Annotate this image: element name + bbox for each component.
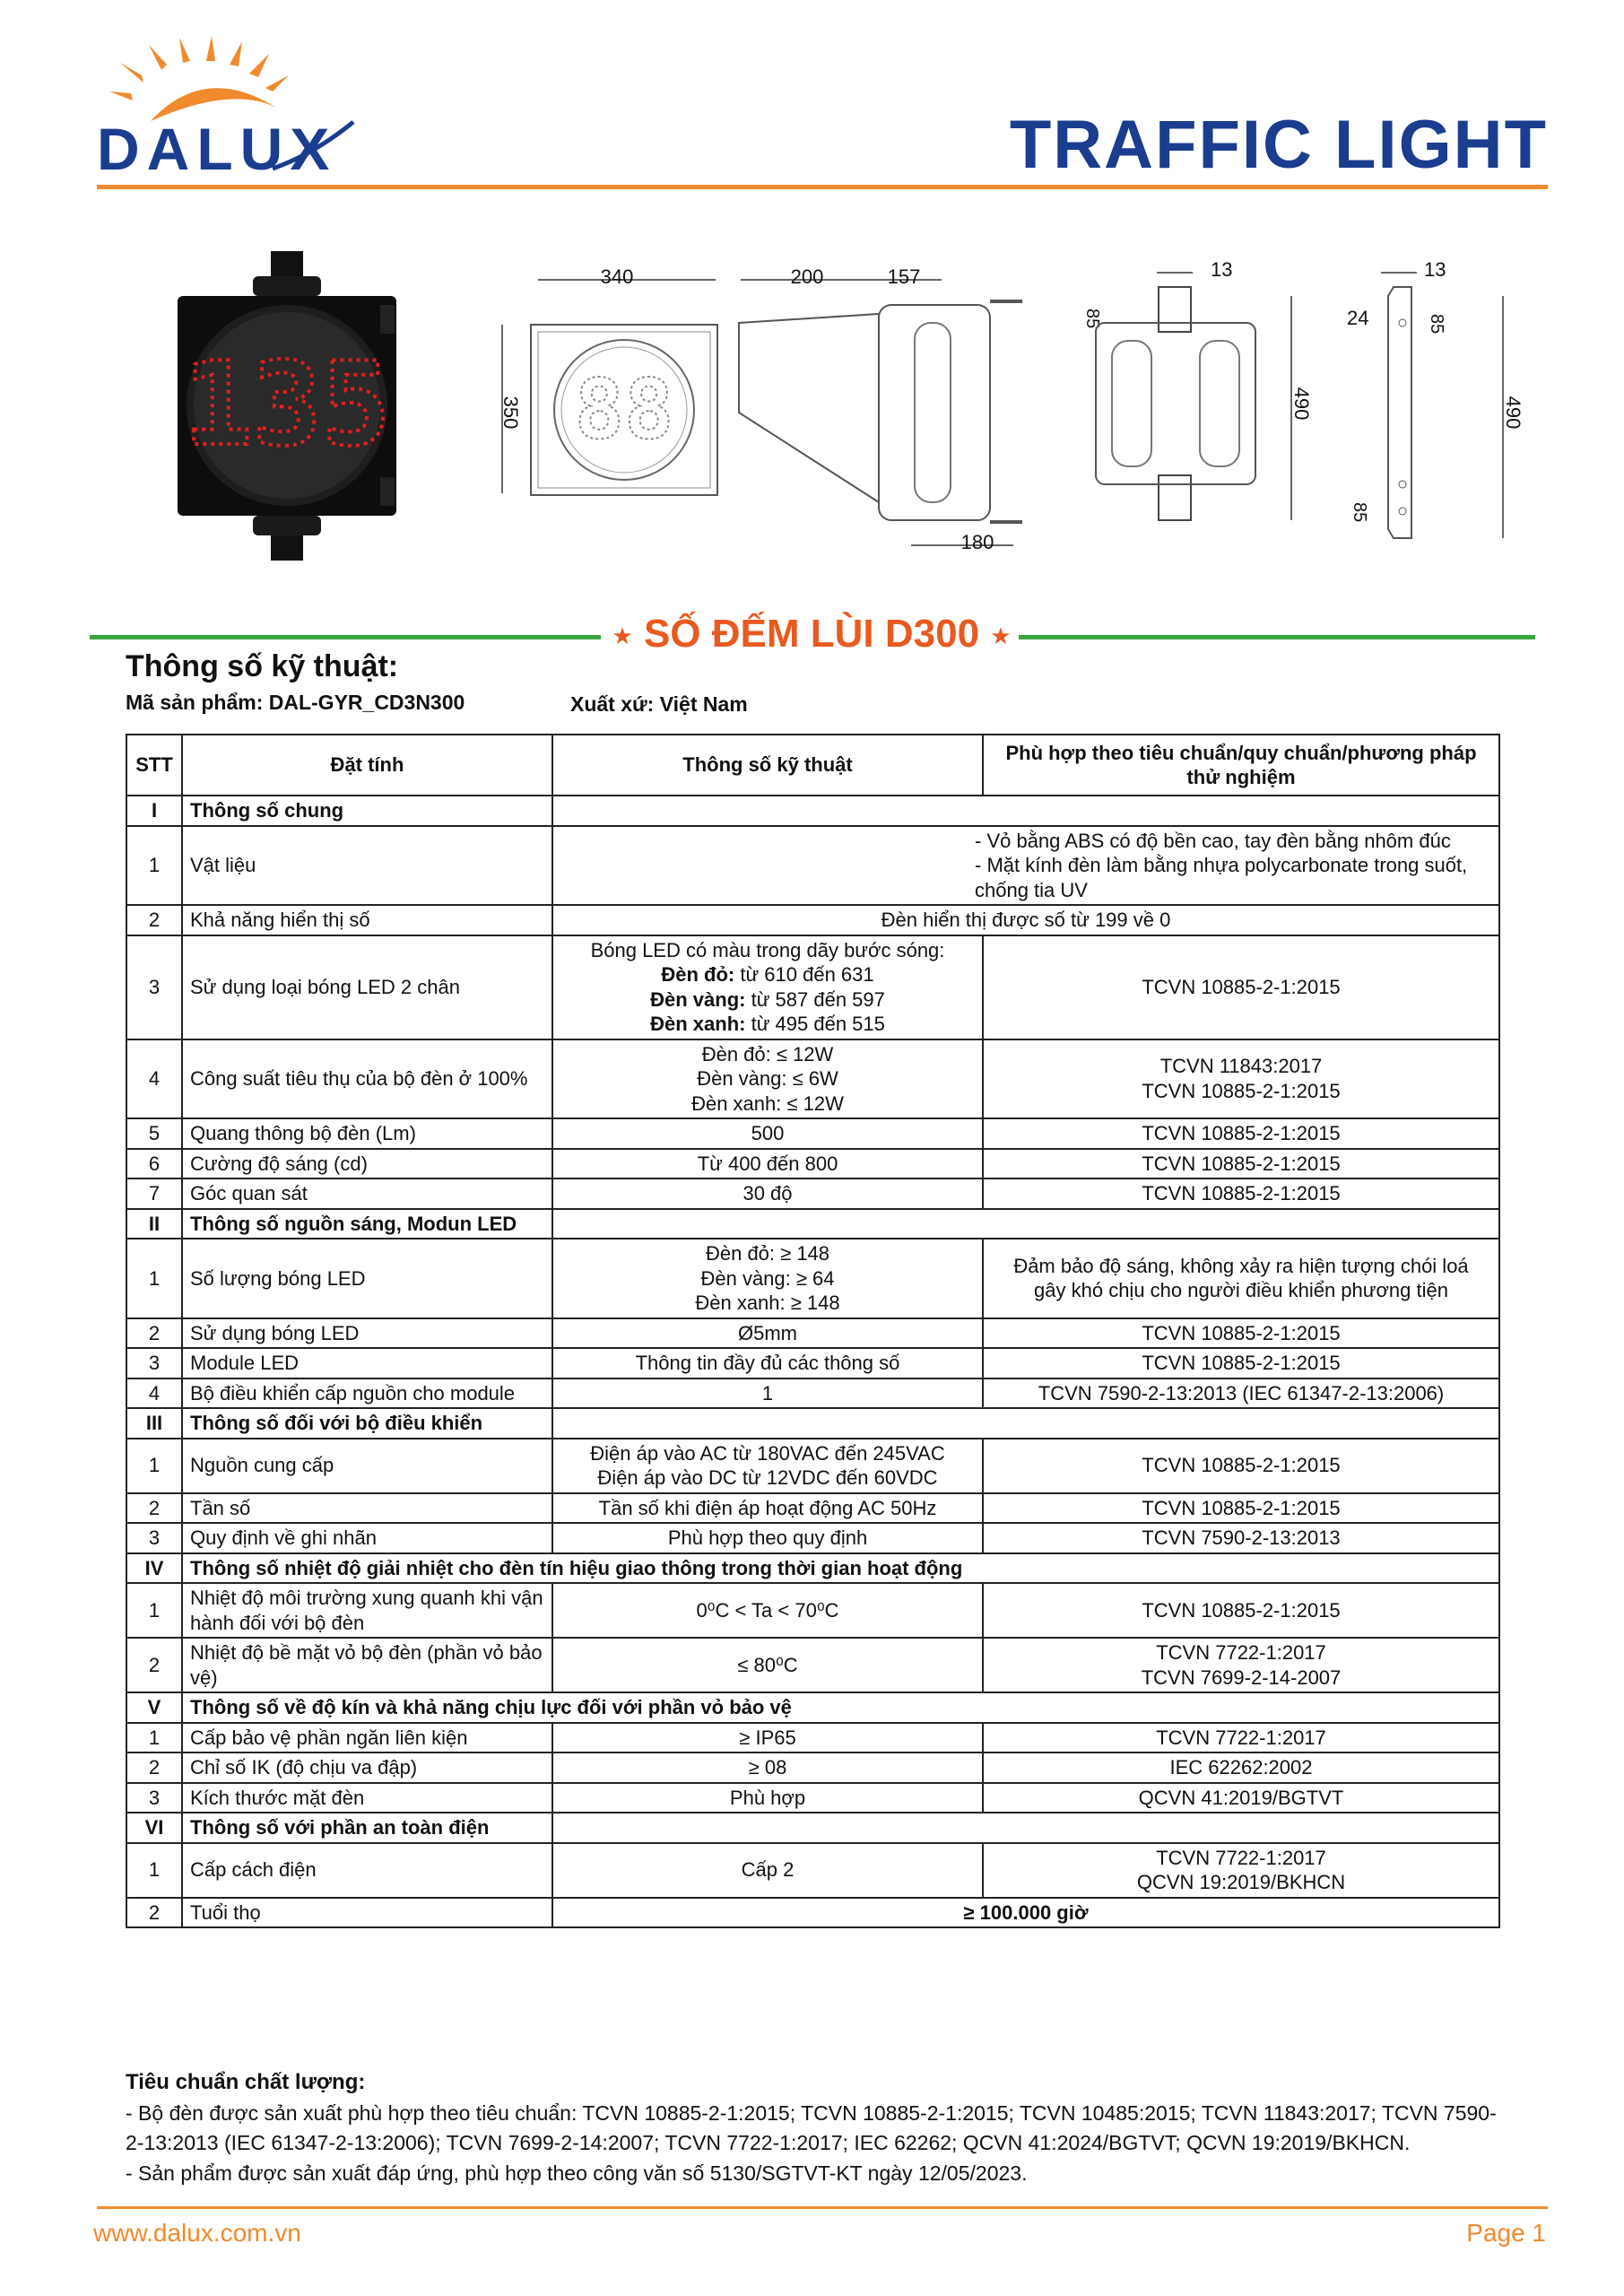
spec-line: Bóng LED có màu trong dãy bước sóng: [590, 938, 945, 961]
row-property: Sử dụng bóng LED [182, 1318, 552, 1349]
row-number: 1 [126, 1583, 182, 1638]
standard-line: QCVN 41:2019/BGTVT [1138, 1786, 1344, 1809]
row-number: 1 [126, 1723, 182, 1753]
standard-line: TCVN 7590-2-13:2013 [1142, 1526, 1341, 1549]
row-number: 1 [126, 1239, 182, 1318]
svg-text:180: 180 [960, 531, 994, 553]
table-row [126, 1783, 1499, 1813]
row-number: 7 [126, 1178, 182, 1209]
star-icon: ★ [990, 622, 1012, 649]
group-title: Thông số nhiệt độ giải nhiệt cho đèn tín hiệu giao thông trong thời gian hoạt động [182, 1553, 1499, 1584]
row-spec [552, 1348, 983, 1378]
group-number: V [126, 1692, 182, 1723]
spec-line: - Vỏ bằng ABS có độ bền cao, tay đèn bằng nhôm đúc [975, 829, 1451, 852]
group-empty-cell [552, 1209, 1499, 1239]
group-empty-cell [552, 1408, 1499, 1439]
row-number: 1 [126, 826, 182, 906]
spec-table [126, 734, 1500, 1928]
svg-text:88: 88 [574, 361, 674, 457]
led-color-label: Đèn vàng: [650, 987, 746, 1011]
quality-body [126, 2099, 1507, 2188]
table-group-row [126, 1553, 1499, 1584]
row-spec [552, 1493, 983, 1524]
group-number: II [126, 1209, 182, 1239]
svg-text:157: 157 [887, 265, 921, 288]
table-group-row [126, 1813, 1499, 1843]
table-row [126, 1583, 1499, 1638]
table-group-row [126, 796, 1499, 826]
svg-text:24: 24 [1347, 307, 1369, 329]
standard-line: TCVN 7722-1:2017 [1156, 1846, 1326, 1869]
spec-line: Đèn đỏ: từ 610 đến 631 [661, 963, 874, 986]
row-property: Kích thước mặt đèn [182, 1783, 552, 1813]
bracket-drawing [1327, 260, 1524, 547]
group-empty-cell [552, 1813, 1499, 1843]
row-number: 5 [126, 1118, 182, 1149]
table-row [126, 1378, 1499, 1409]
row-standard [983, 1439, 1499, 1493]
standard-line: TCVN 10885-2-1:2015 [1142, 1321, 1341, 1344]
star-icon: ★ [612, 622, 633, 649]
standard-line: gây khó chịu cho người điều khiển phương tiện [1034, 1279, 1448, 1302]
table-row [126, 1493, 1499, 1524]
table-row [126, 1898, 1499, 1928]
row-property: Tần số [182, 1493, 552, 1524]
spec-line: Điện áp vào DC từ 12VDC đến 60VDC [597, 1466, 938, 1489]
section-divider-left [90, 635, 601, 639]
svg-text:350: 350 [499, 396, 522, 430]
table-row [126, 1439, 1499, 1493]
spec-line: ≤ 80⁰C [737, 1653, 798, 1676]
row-property: Quang thông bộ đèn (Lm) [182, 1118, 552, 1149]
row-standard [983, 1638, 1499, 1692]
spec-line: 500 [751, 1122, 785, 1144]
quality-line: - Bộ đèn được sản xuất phù hợp theo tiêu chuẩn: TCVN 10885-2-1:2015; TCVN 10885-2-1:2015; TCVN 10485:2015; TCVN 11843:2017; TCVN 7590-2-13:2013 (IEC 61347-2-13:2006); TCVN 7699-2-14:2007; TCVN 7722-1:2017; IEC 62262; QCVN 41:2024/BGTVT; QCVN 19:2019/BKHCN. [126, 2101, 1497, 2155]
specs-heading: Thông số kỹ thuật: [126, 649, 399, 683]
row-property: Quy định về ghi nhãn [182, 1523, 552, 1553]
page-number: Page 1 [1466, 2219, 1546, 2247]
row-spec [552, 1638, 983, 1692]
row-standard [983, 1348, 1499, 1378]
svg-text:13: 13 [1424, 258, 1446, 281]
brand-logo-text: DALUX [97, 116, 337, 182]
table-row [126, 1843, 1499, 1898]
row-spec [552, 1898, 1499, 1928]
row-number: 1 [126, 1439, 182, 1493]
quality-heading: Tiêu chuẩn chất lượng: [126, 2070, 366, 2094]
row-number: 2 [126, 1318, 182, 1349]
row-spec [552, 826, 1499, 906]
logo-swoosh-icon [269, 118, 359, 172]
row-number: 3 [126, 1783, 182, 1813]
row-number: 2 [126, 1638, 182, 1692]
row-property: Cường độ sáng (cd) [182, 1149, 552, 1179]
row-spec [552, 935, 983, 1039]
standard-line: IEC 62262:2002 [1169, 1756, 1313, 1779]
row-standard [983, 1843, 1499, 1898]
standard-line: TCVN 7590-2-13:2013 (IEC 61347-2-13:2006) [1038, 1381, 1445, 1405]
svg-text:13: 13 [1211, 258, 1233, 281]
svg-text:490: 490 [1290, 387, 1313, 421]
section-divider-right [1019, 635, 1535, 639]
spec-line: Tần số khi điện áp hoạt động AC 50Hz [598, 1496, 937, 1519]
led-color-label: Đèn đỏ: [661, 963, 735, 986]
row-standard [983, 1118, 1499, 1149]
table-row [126, 1348, 1499, 1378]
spec-line: Cấp 2 [741, 1858, 795, 1882]
row-property: Công suất tiêu thụ của bộ đèn ở 100% [182, 1039, 552, 1119]
footer-divider [97, 2206, 1548, 2209]
row-standard [983, 1039, 1499, 1119]
row-property: Số lượng bóng LED [182, 1239, 552, 1318]
svg-text:490: 490 [1502, 396, 1524, 430]
row-spec [552, 1378, 983, 1409]
row-spec [552, 1439, 983, 1493]
group-number: VI [126, 1813, 182, 1843]
sun-logo-icon [97, 36, 357, 121]
table-header-row [126, 735, 1499, 796]
table-row [126, 1039, 1499, 1119]
row-property: Chỉ số IK (độ chịu va đập) [182, 1752, 552, 1783]
row-standard [983, 1378, 1499, 1409]
standard-line: TCVN 10885-2-1:2015 [1142, 1079, 1341, 1102]
header-spec: Thông số kỹ thuật [552, 735, 983, 796]
spec-line: Đèn đỏ: ≥ 148 [705, 1242, 830, 1265]
row-number: 2 [126, 1898, 182, 1928]
standard-line: TCVN 10885-2-1:2015 [1142, 1352, 1341, 1374]
table-body [126, 796, 1499, 1927]
row-spec [552, 1178, 983, 1209]
row-number: 1 [126, 1843, 182, 1898]
footer-website-link[interactable]: www.dalux.com.vn [93, 2219, 301, 2247]
row-property: Tuổi thọ [182, 1898, 552, 1928]
row-number: 3 [126, 1523, 182, 1553]
table-row [126, 1752, 1499, 1783]
led-countdown-digits: 135 [183, 338, 391, 472]
spec-line: ≥ 100.000 giờ [963, 1900, 1089, 1924]
spec-line: 1 [761, 1381, 774, 1405]
table-row [126, 1523, 1499, 1553]
row-property: Nguồn cung cấp [182, 1439, 552, 1493]
row-property: Cấp cách điện [182, 1843, 552, 1898]
table-row [126, 935, 1499, 1039]
spec-line: 30 độ [743, 1182, 793, 1205]
svg-text:85: 85 [1082, 309, 1102, 329]
section-title [610, 612, 1013, 657]
table-row [126, 1178, 1499, 1209]
group-title: Thông số đối với bộ điều khiển [182, 1408, 552, 1439]
row-standard [983, 1583, 1499, 1638]
spec-line: ≥ IP65 [739, 1726, 796, 1749]
spec-line: Đèn đỏ: ≤ 12W [701, 1042, 834, 1065]
group-number: I [126, 796, 182, 826]
spec-line: Phù hợp [729, 1786, 806, 1809]
svg-text:85: 85 [1427, 314, 1446, 335]
row-property: Module LED [182, 1348, 552, 1378]
table-group-row [126, 1408, 1499, 1439]
product-photo [170, 251, 404, 561]
header-property: Đặt tính [182, 735, 552, 796]
front-view-drawing [484, 260, 726, 520]
svg-text:340: 340 [600, 265, 634, 288]
row-number: 3 [126, 935, 182, 1039]
spec-line: Đèn vàng: ≥ 64 [700, 1266, 835, 1290]
spec-line: Ø5mm [738, 1321, 797, 1344]
row-standard [983, 1493, 1499, 1524]
row-number: 4 [126, 1378, 182, 1409]
header-stt: STT [126, 735, 182, 796]
row-property: Sử dụng loại bóng LED 2 chân [182, 935, 552, 1039]
group-title: Thông số về độ kín và khả năng chịu lực đối với phần vỏ bảo vệ [182, 1692, 1499, 1723]
row-number: 6 [126, 1149, 182, 1179]
row-spec [552, 1783, 983, 1813]
row-property: Bộ điều khiển cấp nguồn cho module [182, 1378, 552, 1409]
row-number: 4 [126, 1039, 182, 1119]
row-spec [552, 1843, 983, 1898]
section-title-text: SỐ ĐẾM LÙI D300 [643, 612, 980, 656]
row-standard [983, 935, 1499, 1039]
header-standard: Phù hợp theo tiêu chuẩn/quy chuẩn/phương pháp thử nghiệm [983, 735, 1499, 796]
table-row [126, 1638, 1499, 1692]
standard-line: Đảm bảo độ sáng, không xảy ra hiện tượng chói loá [1013, 1254, 1469, 1277]
row-standard [983, 1178, 1499, 1209]
spec-line: Phù hợp theo quy định [667, 1526, 868, 1549]
standard-line: TCVN 7722-1:2017 [1156, 1726, 1326, 1749]
back-view-drawing [1067, 258, 1313, 547]
row-property: Khả năng hiển thị số [182, 905, 552, 935]
row-number: 2 [126, 1752, 182, 1783]
row-property: Góc quan sát [182, 1178, 552, 1209]
standard-line: TCVN 10885-2-1:2015 [1142, 1454, 1341, 1477]
table-row [126, 1239, 1499, 1318]
product-code: Mã sản phẩm: DAL-GYR_CD3N300 [126, 691, 465, 714]
side-view-drawing [735, 260, 1022, 556]
standard-line: TCVN 11843:2017 [1159, 1055, 1323, 1078]
spec-line: Đèn hiển thị được số từ 199 về 0 [881, 909, 1171, 931]
row-spec [552, 1239, 983, 1318]
row-property: Vật liệu [182, 826, 552, 906]
table-group-row [126, 1692, 1499, 1723]
spec-line: 0⁰C < Ta < 70⁰C [696, 1598, 839, 1622]
group-title: Thông số chung [182, 796, 552, 826]
group-number: III [126, 1408, 182, 1439]
spec-line: Đèn xanh: ≤ 12W [691, 1091, 844, 1115]
row-spec [552, 1583, 983, 1638]
standard-line: QCVN 19:2019/BKHCN [1136, 1871, 1346, 1893]
spec-line: Từ 400 đến 800 [697, 1152, 838, 1175]
spec-line: - Mặt kính đèn làm bằng nhựa polycarbonate trong suốt, chống tia UV [975, 854, 1468, 901]
row-standard [983, 1723, 1499, 1753]
page-title: TRAFFIC LIGHT [1009, 107, 1548, 183]
table-group-row [126, 1209, 1499, 1239]
standard-line: TCVN 7722-1:2017 [1156, 1641, 1326, 1664]
row-property: Nhiệt độ môi trường xung quanh khi vận hành đối với bộ đèn [182, 1583, 552, 1638]
spec-line: ≥ 08 [748, 1756, 787, 1779]
spec-line: Thông tin đầy đủ các thông số [635, 1352, 900, 1374]
standard-line: TCVN 10885-2-1:2015 [1142, 1182, 1341, 1205]
row-number: 2 [126, 1493, 182, 1524]
table-row [126, 1723, 1499, 1753]
row-standard [983, 1239, 1499, 1318]
row-property: Cấp bảo vệ phần ngăn liên kiện [182, 1723, 552, 1753]
row-property: Nhiệt độ bề mặt vỏ bộ đèn (phần vỏ bảo vệ) [182, 1638, 552, 1692]
svg-text:200: 200 [790, 265, 824, 288]
table-row [126, 1118, 1499, 1149]
standard-line: TCVN 7699-2-14-2007 [1141, 1665, 1342, 1689]
row-standard [983, 1523, 1499, 1553]
row-number: 2 [126, 905, 182, 935]
spec-line: Điện áp vào AC từ 180VAC đến 245VAC [590, 1441, 945, 1465]
standard-line: TCVN 10885-2-1:2015 [1142, 1598, 1341, 1622]
header-divider [97, 185, 1548, 189]
led-color-label: Đèn xanh: [650, 1013, 746, 1035]
table-row [126, 905, 1499, 935]
table-row [126, 826, 1499, 906]
table-row [126, 1149, 1499, 1179]
row-standard [983, 1783, 1499, 1813]
row-spec [552, 1523, 983, 1553]
group-title: Thông số với phần an toàn điện [182, 1813, 552, 1843]
standard-line: TCVN 10885-2-1:2015 [1142, 1496, 1341, 1519]
group-number: IV [126, 1553, 182, 1584]
quality-line: - Sản phẩm được sản xuất đáp ứng, phù hợp theo công văn số 5130/SGTVT-KT ngày 12/05/2023. [126, 2161, 1028, 2185]
row-standard [983, 1149, 1499, 1179]
row-number: 3 [126, 1348, 182, 1378]
group-title: Thông số nguồn sáng, Modun LED [182, 1209, 552, 1239]
spec-line: Đèn xanh: ≥ 148 [695, 1292, 840, 1314]
standard-line: TCVN 10885-2-1:2015 [1142, 1152, 1341, 1175]
row-spec [552, 905, 1499, 935]
product-origin: Xuất xứ: Việt Nam [570, 692, 748, 716]
row-spec [552, 1752, 983, 1783]
table-row [126, 1318, 1499, 1349]
standard-line: TCVN 10885-2-1:2015 [1142, 975, 1341, 998]
spec-line: Đèn vàng: từ 587 đến 597 [650, 987, 885, 1011]
spec-line: Đèn vàng: ≤ 6W [697, 1067, 838, 1090]
row-spec [552, 1149, 983, 1179]
spec-line: Đèn xanh: từ 495 đến 515 [650, 1013, 885, 1035]
row-spec [552, 1723, 983, 1753]
row-spec [552, 1318, 983, 1349]
group-empty-cell [552, 796, 1499, 826]
row-standard [983, 1318, 1499, 1349]
row-spec [552, 1039, 983, 1119]
row-spec [552, 1118, 983, 1149]
svg-text:85: 85 [1350, 502, 1369, 523]
row-standard [983, 1752, 1499, 1783]
standard-line: TCVN 10885-2-1:2015 [1142, 1122, 1341, 1144]
